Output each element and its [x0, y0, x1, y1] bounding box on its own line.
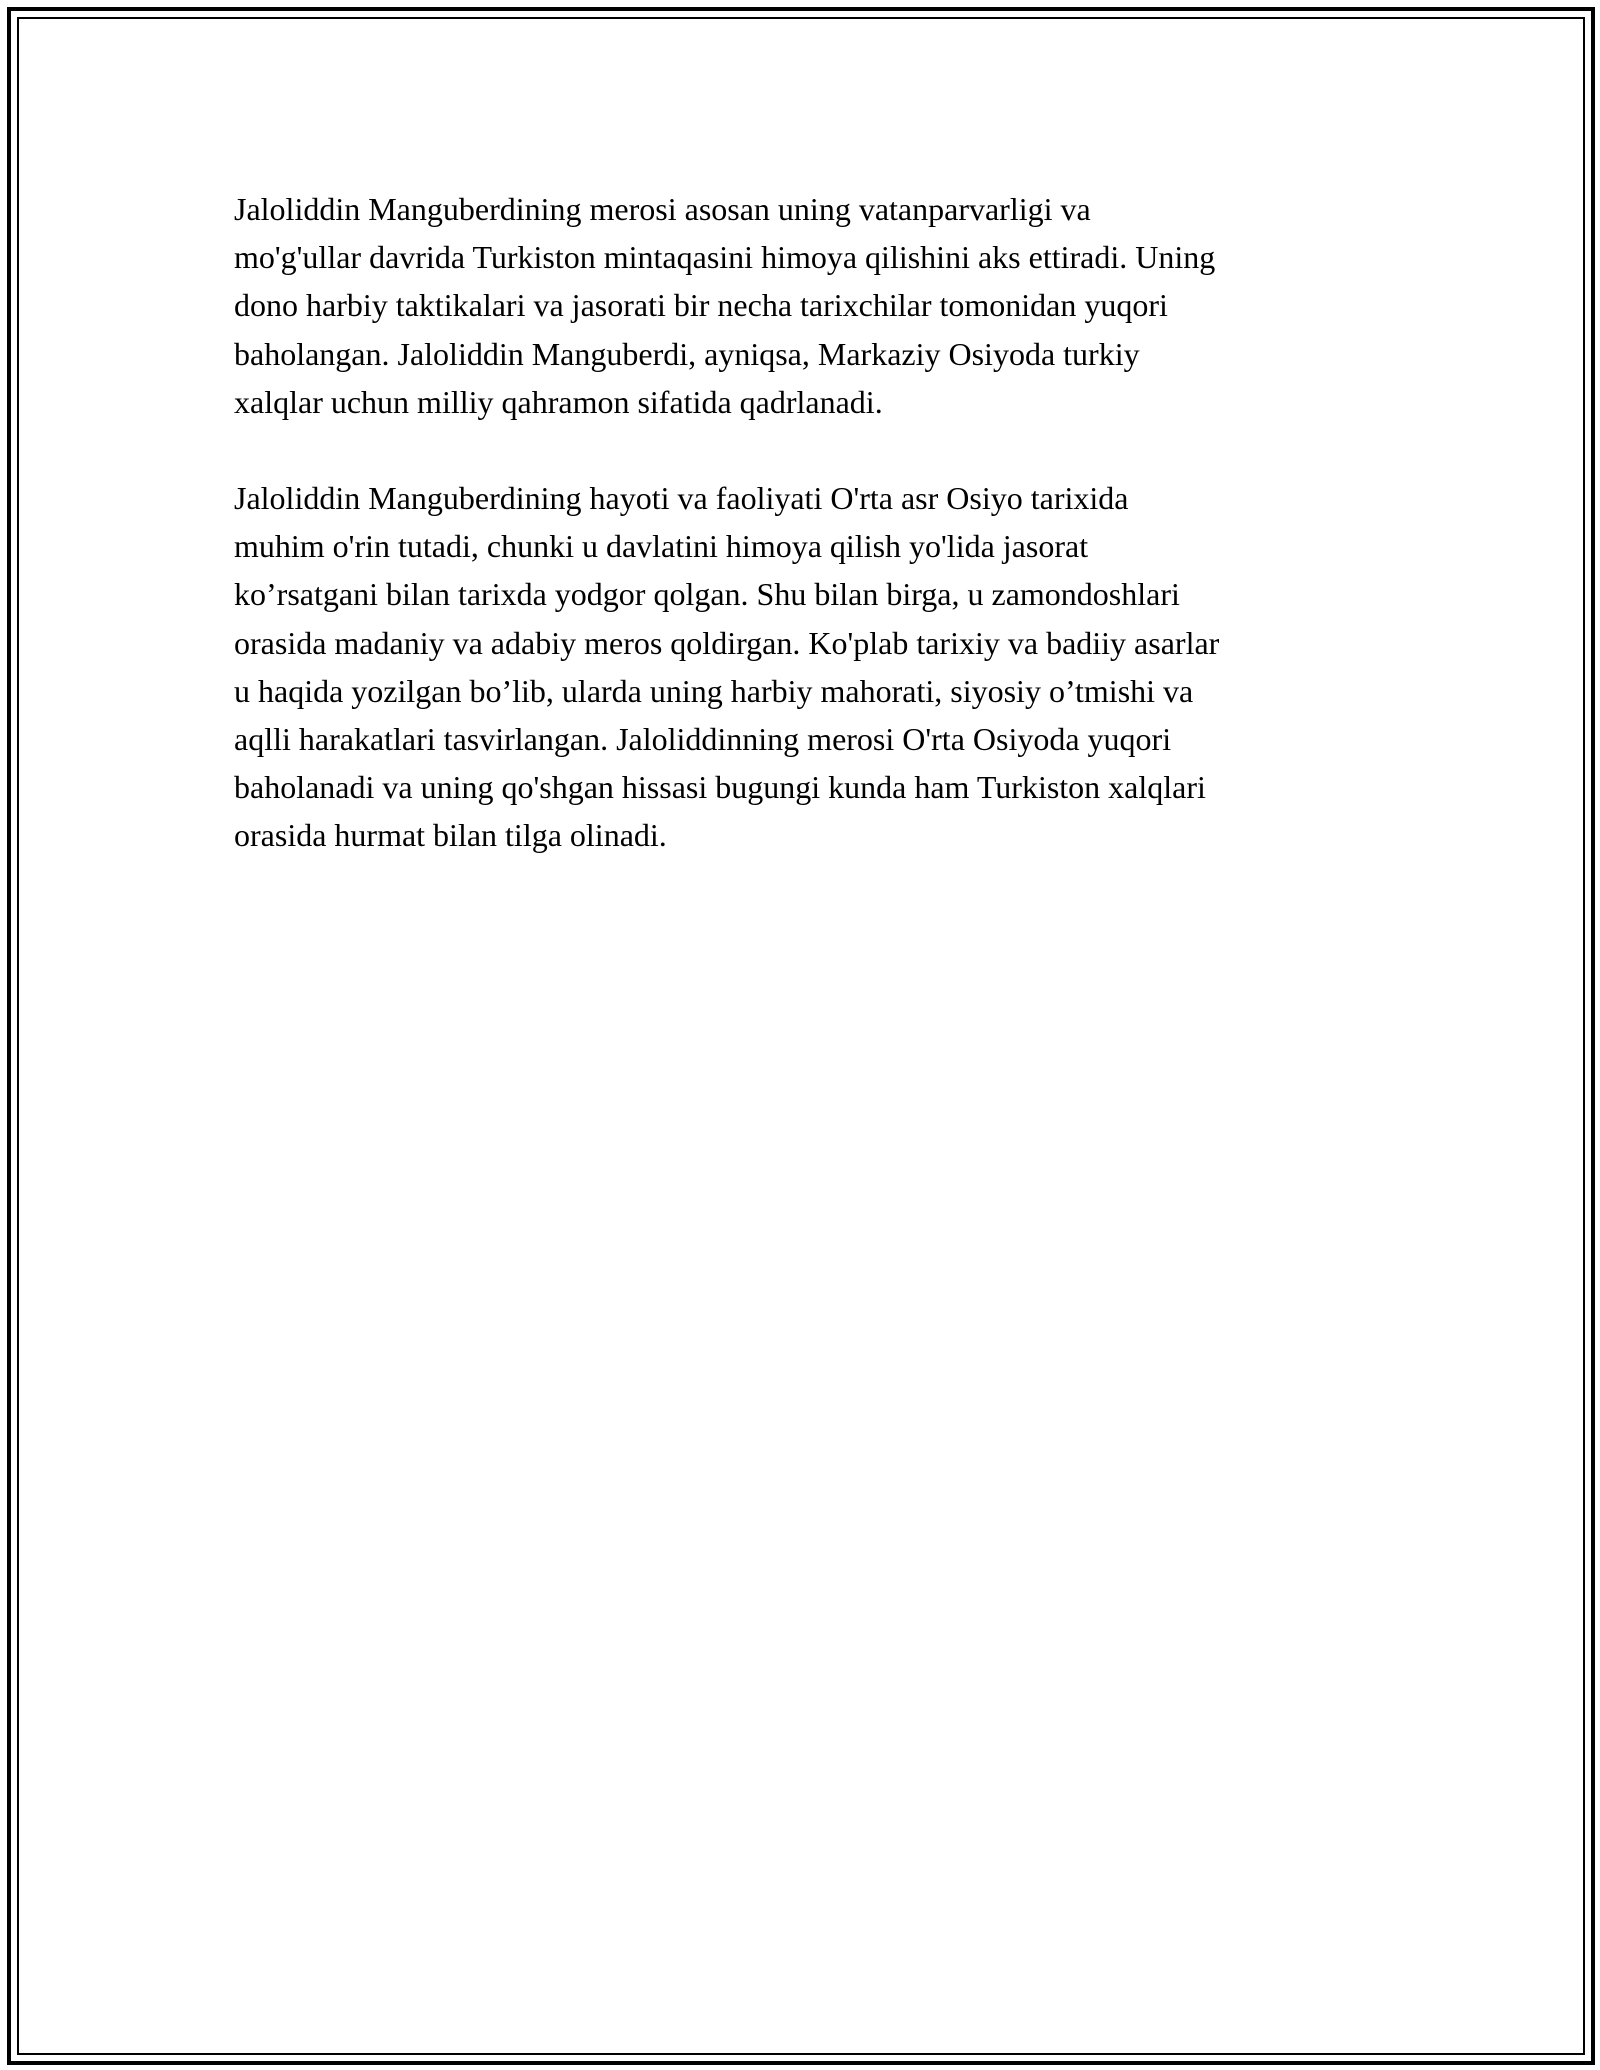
text-line: xalqlar uchun milliy qahramon sifatida qadrlanadi.: [234, 383, 883, 420]
text-line: dono harbiy taktikalari va jasorati bir necha tarixchilar tomonidan yuqori: [234, 287, 1168, 324]
text-line: mo'g'ullar davrida Turkiston mintaqasini himoya qilishini aks ettiradi. Uning: [234, 239, 1216, 276]
text-line: baholangan. Jaloliddin Manguberdi, ayniqsa, Markaziy Osiyoda turkiy: [234, 335, 1140, 372]
text-line: Jaloliddin Manguberdining hayoti va faoliyati O'rta asr Osiyo tarixida: [234, 480, 1129, 517]
text-line: Jaloliddin Manguberdining merosi asosan uning vatanparvarligi va: [234, 191, 1091, 227]
text-line: ko’rsatgani bilan tarixda yodgor qolgan. Shu bilan birga, u zamondoshlari: [234, 576, 1180, 613]
text-line: baholanadi va uning qo'shgan hissasi bugungi kunda ham Turkiston xalqlari: [234, 769, 1206, 806]
text-line: muhim o'rin tutadi, chunki u davlatini himoya qilish yo'lida jasorat: [234, 528, 1089, 565]
text-line: orasida madaniy va adabiy meros qoldirgan. Ko'plab tarixiy va badiiy asarlar: [234, 624, 1220, 661]
paragraph-life-and-activity: [234, 474, 1384, 860]
text-line: aqlli harakatlari tasvirlangan. Jaloliddinning merosi O'rta Osiyoda yuqori: [234, 721, 1172, 758]
document-body: [234, 185, 1384, 860]
paragraph-legacy: [234, 185, 1384, 426]
text-line: orasida hurmat bilan tilga olinadi.: [234, 817, 667, 854]
text-line: u haqida yozilgan bo’lib, ularda uning harbiy mahorati, siyosiy o’tmishi va: [234, 672, 1194, 709]
